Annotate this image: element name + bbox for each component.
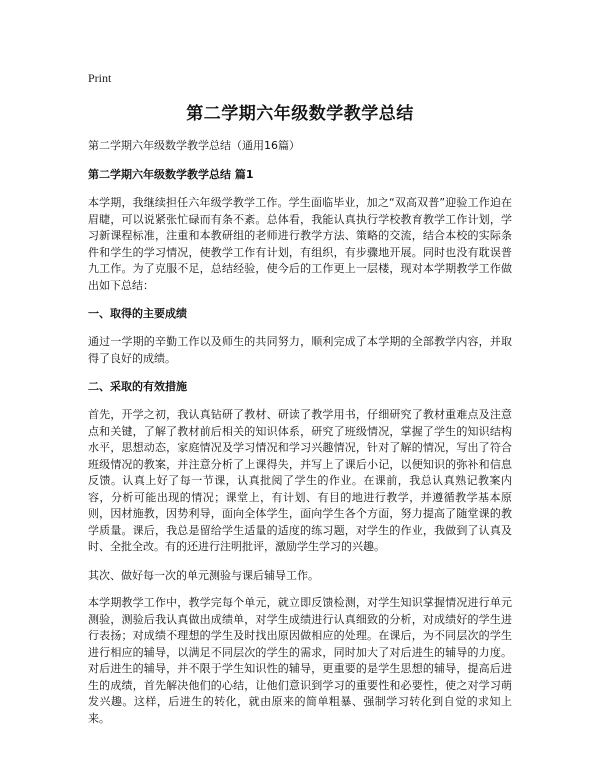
measures-paragraph: 首先，开学之初，我认真钻研了教材、研读了教学用书，仔细研究了教材重难点及注意点和关键，了解了教材前后相关的知识体系，研究了班级情况，掌握了学生的知识结构水平，思想动态，家庭情况及学习情况和学习兴趣情况，针对了解的情况，写出了符合班级情况的教案，并注意分析了上课得失，并写上了课后小记，以便知识的弥补和信息反馈。认真上好了每一节课，认真批阅了学生的作业。在课前，我总认真熟记教案内容，分析可能出现的情况；课堂上，有计划、有目的地进行教学，并遵循教学基本原则，因材施教，因势利导，面向全体学生，面向学生各个方面，努力提高了随堂课的教学质量。课后，我总是留给学生适量的适度的练习题，对学生的作业，我做到了认真及时、全批全改。有的还进行注明批评，激励学生学习的兴趣。 <box>88 408 512 553</box>
tutoring-paragraph: 本学期教学工作中，教学完每个单元，就立即反馈检测，对学生知识掌握情况进行单元测验，测验后我认真做出成绩单，对学生成绩进行认真细致的分析，对成绩好的学生进行表扬；对成绩不理想的学生及时找出原因做相应的处理。在课后，为不同层次的学生进行相应的辅导，以满足不同层次的学生的需求，同时加大了对后进生的辅导的力度。对后进生的辅导，并不限于学生知识性的辅导，更重要的是学生思想的辅导，提高后进生的成绩，首先解决他们的心结，让他们意识到学习的重要性和必要性，使之对学习萌发兴趣。这样，后进生的转化，就由原来的简单粗暴、强制学习转化到自觉的求知上来。 <box>88 596 512 725</box>
document-subtitle: 第二学期六年级数学教学总结（通用16篇） <box>88 139 300 152</box>
intro-paragraph: 本学期，我继续担任六年级学教学工作。学生面临毕业，加之“双高双普”迎验工作迫在眉睫，可以说紧张忙碌而有条不紊。总体看，我能认真执行学校教育教学工作计划，学习新课程标准，注重和本教研组的老师进行教学方法、策略的交流，结合本校的实际条件和学生的学习情况，使教学工作有计划，有组织，有步骤地开展。同时也没有耽误普九工作。为了克服不足，总结经验，使今后的工作更上一层楼，现对本学期教学工作做出如下总结： <box>88 196 512 292</box>
section-heading-achievements: 一、取得的主要成绩 <box>88 307 187 320</box>
document-title: 第二学期六年级数学教学总结 <box>186 104 414 124</box>
followup-paragraph: 其次、做好每一次的单元测验与课后辅导工作。 <box>88 568 319 582</box>
achievements-paragraph: 通过一学期的辛勤工作以及师生的共同努力，顺利完成了本学期的全部教学内容，并取得了良好的成绩。 <box>88 335 512 365</box>
part-heading: 第二学期六年级数学教学总结 篇1 <box>88 168 254 181</box>
print-link[interactable]: Print <box>88 71 112 85</box>
section-heading-measures: 二、采取的有效措施 <box>88 380 187 393</box>
